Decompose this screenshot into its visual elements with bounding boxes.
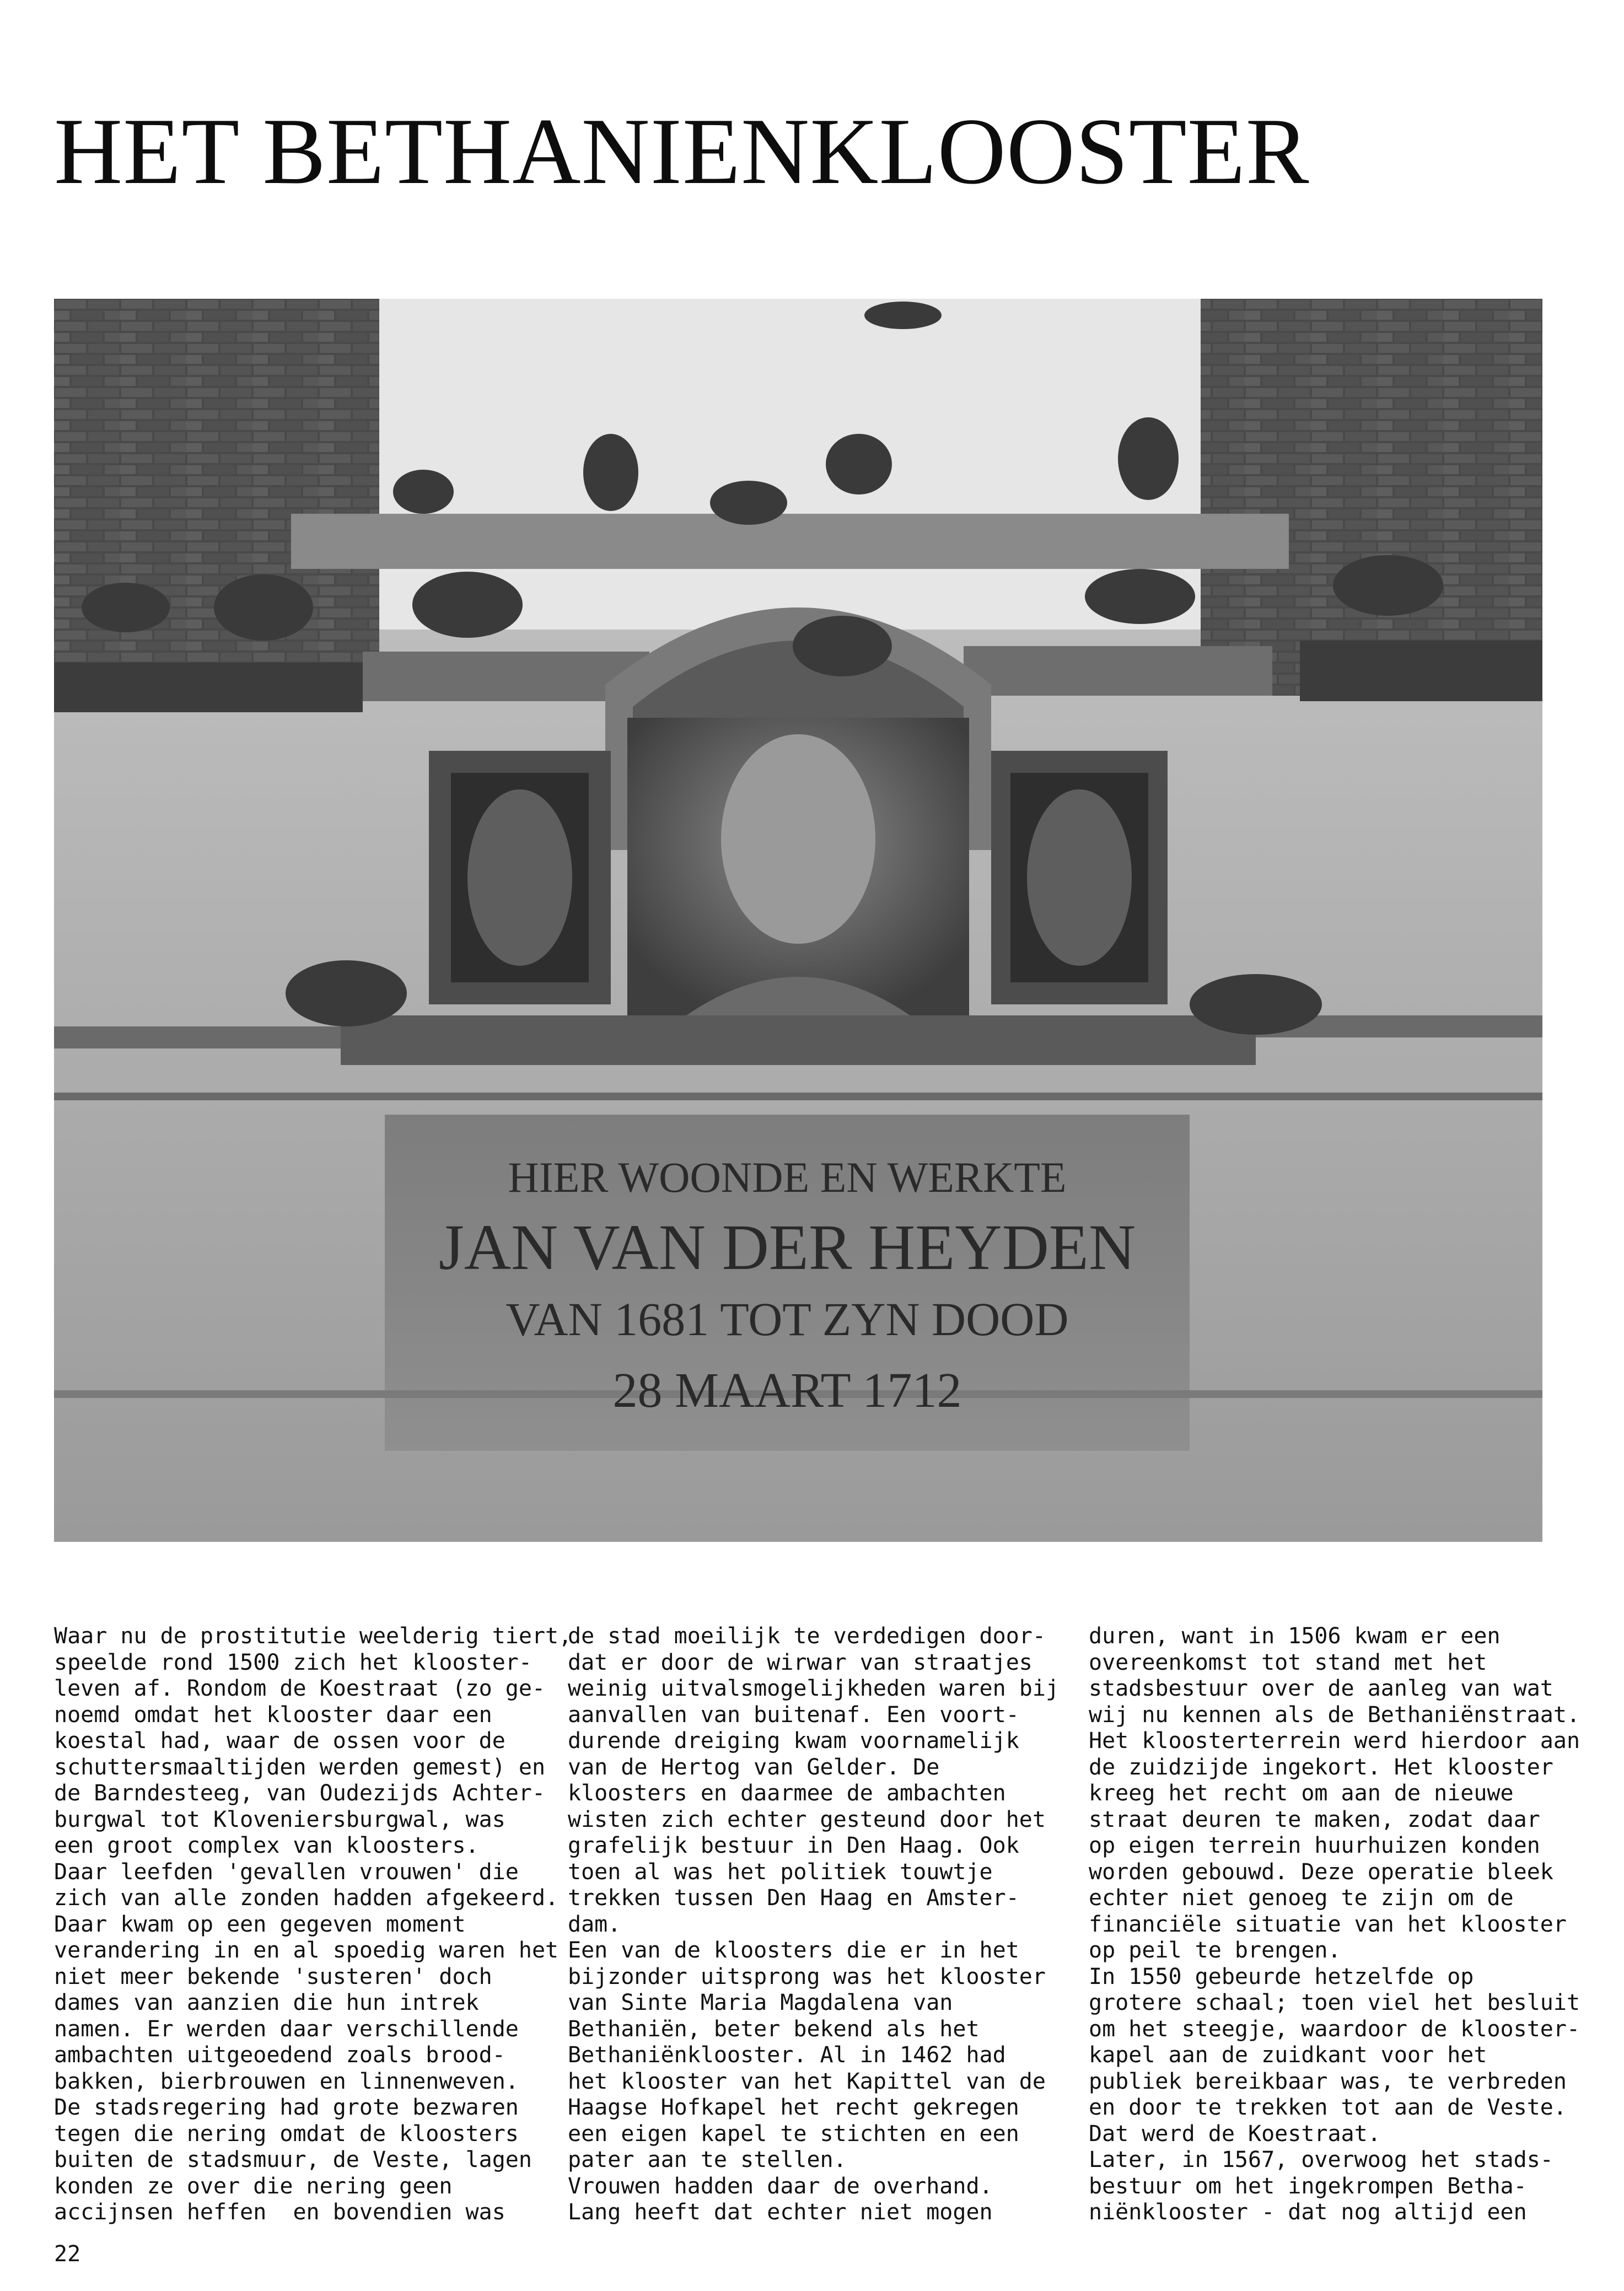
plaque-line-3: VAN 1681 TOT ZYN DOOD	[506, 1293, 1069, 1346]
body-line: ambachten uitgeoedend zoals brood-	[54, 2042, 506, 2068]
facade-plaque-photo	[54, 299, 1542, 1542]
body-line: stadsbestuur over de aanleg van wat	[1089, 1676, 1553, 1701]
photo-image	[54, 299, 1542, 1542]
body-line: burgwal tot Kloveniersburgwal, was	[54, 1806, 506, 1832]
body-line: aanvallen van buitenaf. Een voort-	[568, 1702, 1019, 1728]
body-line: durende dreiging kwam voornamelijk	[568, 1728, 1019, 1754]
body-line: leven af. Rondom de Koestraat (zo ge-	[54, 1676, 546, 1701]
body-line: de Barndesteeg, van Oudezijds Achter-	[54, 1781, 546, 1806]
body-line: kreeg het recht om aan de nieuwe	[1089, 1781, 1514, 1806]
body-line: van Sinte Maria Magdalena van	[568, 1990, 953, 2015]
body-line: de zuidzijde ingekort. Het klooster	[1089, 1754, 1553, 1780]
body-line: verandering in en al spoedig waren het	[54, 1938, 559, 1963]
body-line: duren, want in 1506 kwam er een	[1089, 1623, 1501, 1649]
body-line: Dat werd de Koestraat.	[1089, 2121, 1381, 2147]
body-line: een eigen kapel te stichten en een	[568, 2121, 1019, 2147]
body-line: bestuur om het ingekrompen Betha-	[1089, 2173, 1527, 2199]
body-line: trekken tussen Den Haag en Amster-	[568, 1885, 1019, 1911]
body-line: en door te trekken tot aan de Veste.	[1089, 2095, 1567, 2120]
body-line: Vrouwen hadden daar de overhand.	[568, 2173, 993, 2199]
lower-ledge	[341, 1015, 1256, 1065]
brick-wall-right	[1201, 299, 1542, 696]
body-line: Een van de kloosters die er in het	[568, 1938, 1019, 1963]
body-line: bijzonder uitsprong was het klooster	[568, 1964, 1046, 1989]
body-line: Lang heeft dat echter niet mogen	[568, 2199, 993, 2225]
body-line: op eigen terrein huurhuizen konden	[1089, 1833, 1540, 1858]
body-line: publiek bereikbaar was, te verbreden	[1089, 2068, 1567, 2094]
body-line: het klooster van het Kapittel van de	[568, 2068, 1046, 2094]
body-line: schuttersmaaltijden werden gemest) en	[54, 1754, 546, 1780]
body-line: Haagse Hofkapel het recht gekregen	[568, 2095, 1019, 2120]
body-line: Daar kwam op een gegeven moment	[54, 1911, 466, 1937]
page-number: 22	[54, 2241, 81, 2267]
body-line: speelde rond 1500 zich het klooster-	[54, 1649, 532, 1675]
body-line: accijnsen heffen en bovendien was	[54, 2199, 506, 2225]
body-line: namen. Er werden daar verschillende	[54, 2016, 519, 2042]
body-line: de stad moeilijk te verdedigen door-	[568, 1623, 1046, 1649]
article-title: HET BETHANIENKLOOSTER	[54, 99, 1310, 204]
brick-wall-left	[54, 299, 379, 696]
plaque-line-1: HIER WOONDE EN WERKTE	[508, 1153, 1067, 1201]
body-line: Later, in 1567, overwoog het stads-	[1089, 2147, 1553, 2172]
body-line: overeenkomst tot stand met het	[1089, 1649, 1487, 1675]
body-line: dam.	[568, 1911, 621, 1937]
body-line: Waar nu de prostitutie weelderig tiert,	[54, 1623, 572, 1649]
body-line: weinig uitvalsmogelijkheden waren bij	[568, 1676, 1060, 1701]
body-line: bakken, bierbrouwen en linnenweven.	[54, 2068, 519, 2094]
body-line: een groot complex van kloosters.	[54, 1833, 479, 1858]
body-line: tegen die nering omdat de kloosters	[54, 2121, 519, 2147]
body-line: konden ze over die nering geen	[54, 2173, 453, 2199]
body-line: In 1550 gebeurde hetzelfde op	[1089, 1964, 1474, 1989]
body-line: noemd omdat het klooster daar een	[54, 1702, 492, 1728]
body-line: dames van aanzien die hun intrek	[54, 1990, 479, 2015]
body-line: niënklooster - dat nog altijd een	[1089, 2199, 1527, 2225]
body-line: niet meer bekende 'susteren' doch	[54, 1964, 492, 1989]
body-line: koestal had, waar de ossen voor de	[54, 1728, 506, 1754]
body-line: echter niet genoeg te zijn om de	[1089, 1885, 1514, 1911]
text-column-2	[568, 1623, 1060, 2226]
body-line: Daar leefden 'gevallen vrouwen' die	[54, 1859, 519, 1885]
body-line: van de Hertog van Gelder. De	[568, 1754, 940, 1780]
text-column-1	[54, 1623, 572, 2226]
plaque-line-2: JAN VAN DER HEYDEN	[438, 1211, 1136, 1283]
body-line: pater aan te stellen.	[568, 2147, 847, 2172]
body-line: zich van alle zonden hadden afgekeerd.	[54, 1885, 559, 1911]
body-line: op peil te brengen.	[1089, 1938, 1341, 1963]
body-line: om het steegje, waardoor de klooster-	[1089, 2016, 1580, 2042]
body-line: worden gebouwd. Deze operatie bleek	[1089, 1859, 1553, 1885]
body-line: financiële situatie van het klooster	[1089, 1911, 1567, 1937]
body-line: wisten zich echter gesteund door het	[568, 1806, 1046, 1832]
text-column-3	[1089, 1623, 1585, 2226]
body-line: Het kloosterterrein werd hierdoor aan	[1089, 1728, 1580, 1754]
top-cornice	[291, 514, 1289, 569]
body-line: grafelijk bestuur in Den Haag. Ook	[568, 1833, 1019, 1858]
plaque-line-4: 28 MAART 1712	[612, 1363, 962, 1418]
body-line: straat deuren te maken, zodat daar	[1089, 1806, 1540, 1832]
body-line: grotere schaal; toen viel het besluit	[1089, 1990, 1580, 2015]
body-line: buiten de stadsmuur, de Veste, lagen	[54, 2147, 532, 2172]
body-line: dat er door de wirwar van straatjes	[568, 1649, 1033, 1675]
body-line: kapel aan de zuidkant voor het	[1089, 2042, 1487, 2068]
body-line: De stadsregering had grote bezwaren	[54, 2095, 519, 2120]
body-line: Bethaniënklooster. Al in 1462 had	[568, 2042, 1006, 2068]
body-line: Bethaniën, beter bekend als het	[568, 2016, 980, 2042]
body-line: toen al was het politiek touwtje	[568, 1859, 993, 1885]
body-line: kloosters en daarmee de ambachten	[568, 1781, 1006, 1806]
body-line: wij nu kennen als de Bethaniënstraat.	[1089, 1702, 1580, 1728]
